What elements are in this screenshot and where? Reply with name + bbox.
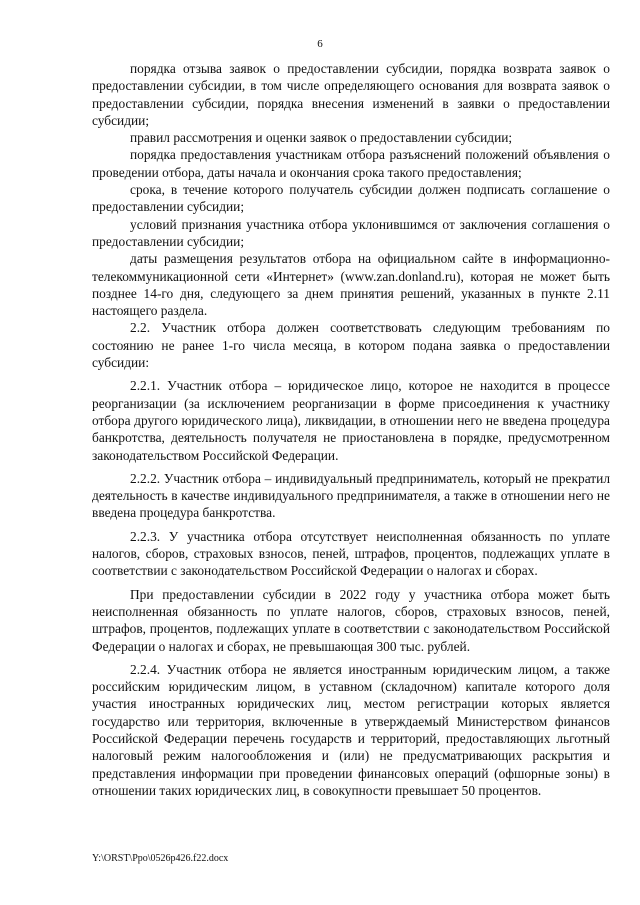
paragraph-results-publication: даты размещения результатов отбора на официальном сайте в информационно-телекоммуникационной сети «Интернет» (www.zan.donland.ru), которая не может быть позднее 14-го дня, следующего за днем принятия решений, указанных в пункте 2.11 настоящего раздела. xyxy=(92,251,610,319)
paragraph-clarification-order: порядка предоставления участникам отбора разъяснений положений объявления о проведении отбора, даты начала и окончания срока такого предоставления; xyxy=(92,147,610,180)
page-number: 6 xyxy=(317,38,323,50)
paragraph-2-2-1: 2.2.1. Участник отбора – юридическое лицо, которое не находится в процессе реорганизации (за исключением реорганизации в форме присоединения к участнику отбора другого юридического лица), ликвидации, в отношении него не введена процедура банкротства, деятельность получателя не приостановлена в порядке, предусмотренном законодательством Российской Федерации. xyxy=(92,378,610,463)
paragraph-withdrawal-order: порядка отзыва заявок о предоставлении субсидии, порядка возврата заявок о предоставлении субсидии, в том числе определяющего основания для возврата заявок о предоставлении субсидии, порядка внесения изменений в заявки о предоставлении субсидии; xyxy=(92,61,610,128)
paragraph-2-2-3: 2.2.3. У участника отбора отсутствует неисполненная обязанность по уплате налогов, сборов, страховых взносов, пеней, штрафов, процентов, подлежащих уплате в соответствии с законодательством Российской Федерации о налогах и сборах. xyxy=(92,528,610,579)
document-body xyxy=(92,60,610,799)
footer-file-path: Y:\ORST\Ppo\0526p426.f22.docx xyxy=(92,853,229,864)
paragraph-2-2-2: 2.2.2. Участник отбора – индивидуальный предприниматель, который не прекратил деятельность в качестве индивидуального предпринимателя, а также в отношении него не введена процедура банкротства. xyxy=(92,470,610,521)
paragraph-2-2: 2.2. Участник отбора должен соответствовать следующим требованиям по состоянию не ранее 1-го числа месяца, в котором подана заявка о предоставлении субсидии: xyxy=(92,320,610,371)
paragraph-evasion-conditions: условий признания участника отбора уклонившимся от заключения соглашения о предоставлении субсидии; xyxy=(92,216,610,249)
paragraph-signing-term: срока, в течение которого получатель субсидии должен подписать соглашение о предоставлении субсидии; xyxy=(92,182,610,215)
paragraph-2022-exception: При предоставлении субсидии в 2022 году у участника отбора может быть неисполненная обязанность по уплате налогов, сборов, страховых взносов, пеней, штрафов, процентов, подлежащих уплате в соответствии с законодательством Российской Федерации о налогах и сборах, не превышающая 300 тыс. рублей. xyxy=(92,586,610,654)
paragraph-review-rules: правил рассмотрения и оценки заявок о предоставлении субсидии; xyxy=(130,130,513,146)
paragraph-2-2-4: 2.2.4. Участник отбора не является иностранным юридическим лицом, а также российским юридическим лицом, в уставном (складочном) капитале которого доля участия иностранных юридических лиц, местом регистрации которых является государство или территория, включенные в утверждаемый Министерством финансов Российской Федерации перечень государств и территорий, предоставляющих льготный налоговый режим налогообложения и (или) не предусматривающих раскрытия и представления информации при проведении финансовых операций (офшорные зоны) в отношении таких юридических лиц, в совокупности превышает 50 процентов. xyxy=(92,661,610,798)
